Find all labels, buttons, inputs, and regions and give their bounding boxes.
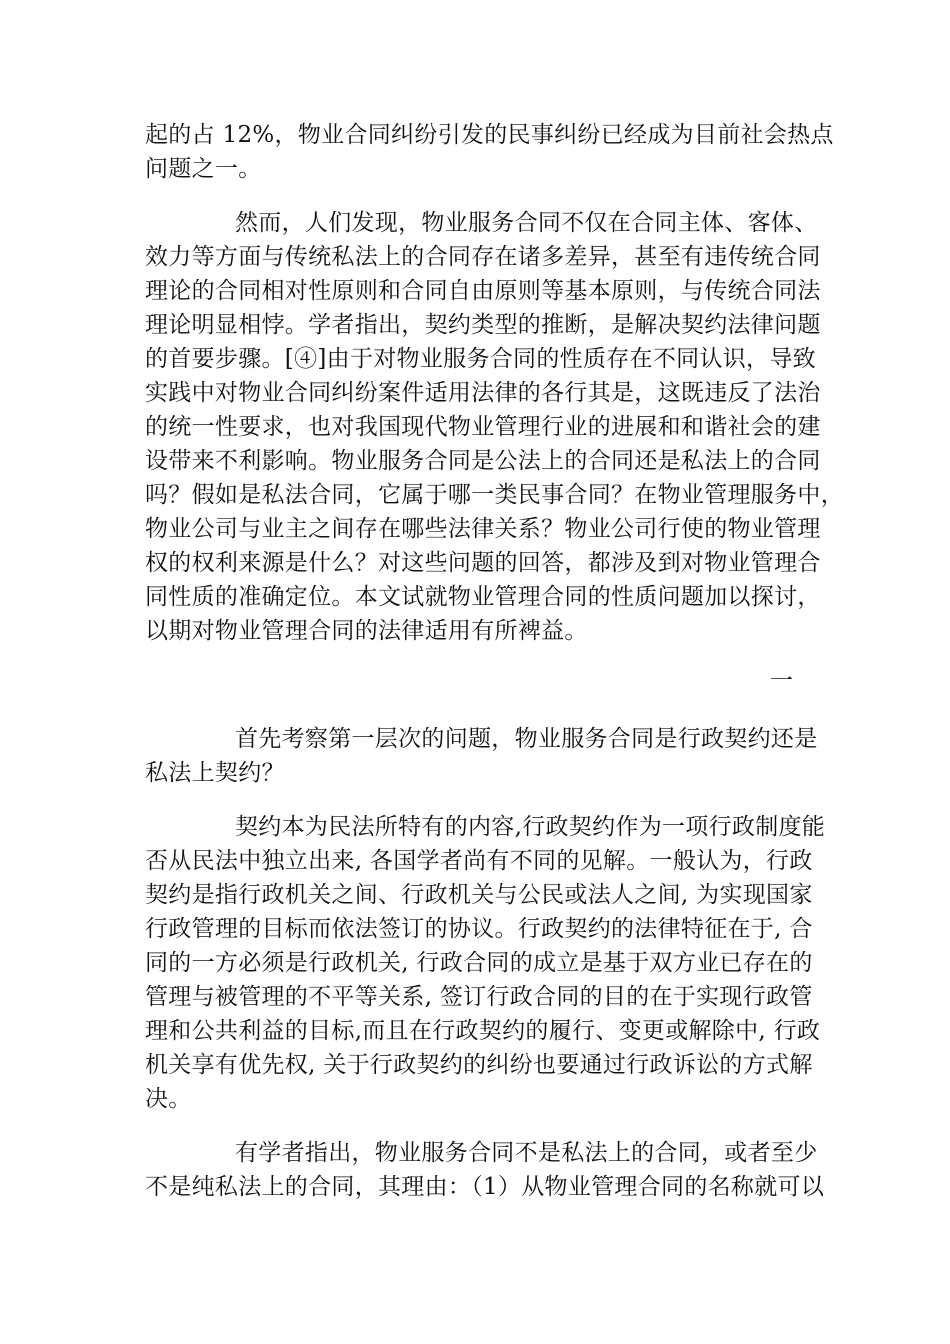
paragraph-4-line-4: 行政管理的目标而依法签订的协议。行政契约的法律特征在于, 合 [145,916,813,942]
section-heading: 一 [770,668,793,694]
paragraph-5-line-1: 有学者指出，物业服务合同不是私法上的合同，或者至少 [235,1140,818,1166]
paragraph-2-line-11: 权的权利来源是什么？对这些问题的回答，都涉及到对物业管理合 [145,550,821,576]
paragraph-2-line-9: 吗？假如是私法合同，它属于哪一类民事合同？在物业管理服务中， [145,482,844,508]
paragraph-2-line-12: 同性质的准确定位。本文试就物业管理合同的性质问题加以探讨， [145,584,821,610]
paragraph-3-line-1: 首先考察第一层次的问题，物业服务合同是行政契约还是 [235,726,818,752]
paragraph-1-line-2: 问题之一。 [145,156,262,182]
paragraph-4-line-1: 契约本为民法所特有的内容,行政契约作为一项行政制度能 [235,814,826,840]
paragraph-2-line-3: 理论的合同相对性原则和合同自由原则等基本原则，与传统合同法 [145,278,821,304]
paragraph-4-line-3: 契约是指行政机关之间、行政机关与公民或法人之间, 为实现国家 [145,882,813,908]
paragraph-5-line-2: 不是纯私法上的合同，其理由：（1）从物业管理合同的名称就可以 [145,1174,825,1200]
paragraph-4-line-5: 同的一方必须是行政机关, 行政合同的成立是基于双方业已存在的 [145,950,813,976]
paragraph-2-line-6: 实践中对物业合同纠纷案件适用法律的各行其是，这既违反了法治 [145,380,821,406]
paragraph-1-line-1: 起的占 12%，物业合同纠纷引发的民事纠纷已经成为目前社会热点 [145,122,834,148]
paragraph-4-line-9: 决。 [145,1086,192,1112]
paragraph-2-line-10: 物业公司与业主之间存在哪些法律关系？物业公司行使的物业管理 [145,516,821,542]
paragraph-4-line-7: 理和公共利益的目标,而且在行政契约的履行、变更或解除中, 行政 [145,1018,821,1044]
paragraph-2-line-8: 设带来不利影响。物业服务合同是公法上的合同还是私法上的合同 [145,448,821,474]
paragraph-2-line-5: 的首要步骤。[④]由于对物业服务合同的性质存在不同认识，导致 [145,346,816,372]
paragraph-2-line-4: 理论明显相悖。学者指出，契约类型的推断，是解决契约法律问题 [145,312,821,338]
paragraph-2-line-2: 效力等方面与传统私法上的合同存在诸多差异，甚至有违传统合同 [145,244,821,270]
paragraph-4-line-8: 机关享有优先权, 关于行政契约的纠纷也要通过行政诉讼的方式解 [145,1052,813,1078]
paragraph-3-line-2: 私法上契约？ [145,760,285,786]
paragraph-4-line-2: 否从民法中独立出来, 各国学者尚有不同的见解。一般认为，行政 [145,848,813,874]
paragraph-2-line-13: 以期对物业管理合同的法律适用有所裨益。 [145,618,588,644]
paragraph-2-line-1: 然而，人们发现，物业服务合同不仅在合同主体、客体、 [235,210,818,236]
paragraph-2-line-7: 的统一性要求，也对我国现代物业管理行业的进展和和谐社会的建 [145,414,821,440]
paragraph-4-line-6: 管理与被管理的不平等关系, 签订行政合同的目的在于实现行政管 [145,984,813,1010]
